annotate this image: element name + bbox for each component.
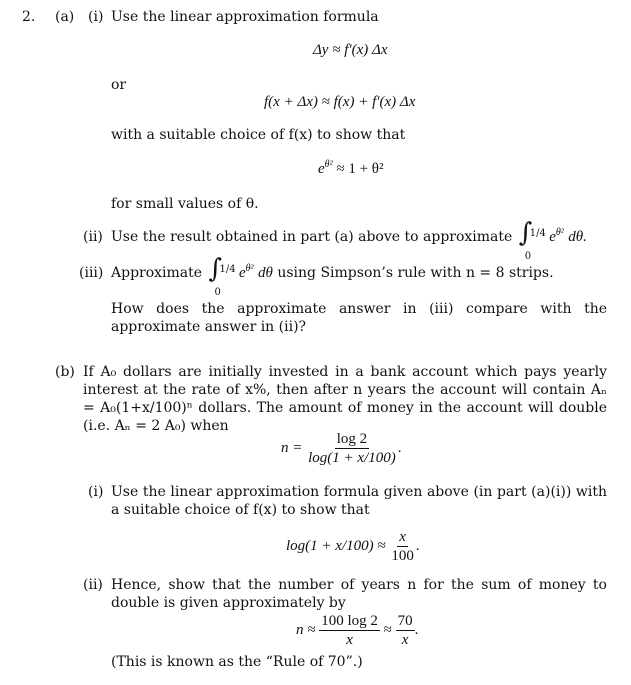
integral-sign: ∫ 1/4 0 — [517, 222, 545, 252]
rule-note: (This is known as the “Rule of 70”.) — [111, 654, 363, 670]
part-b-intro: If A₀ dollars are initially invested in a bank account which pays yearly interest at the rate of x%, then after n years the account will contain Aₙ = A₀(1+x/100)ⁿ dollars. The amount of money in the account will double (i.e. Aₙ = 2 A₀) when — [83, 364, 607, 434]
rule-mid: ≈ — [383, 621, 392, 638]
rule-denominator-2: x — [401, 632, 409, 648]
integral-upper-limit: 1/4 — [219, 264, 236, 275]
result-exponent: θ² — [324, 159, 333, 170]
rule-period: . — [414, 621, 419, 638]
integral-sign: ∫ 1/4 0 — [207, 258, 235, 288]
result-rhs: ≈ 1 + θ² — [336, 161, 384, 177]
part-a-label: (a) — [55, 9, 75, 25]
part-b-i-text: Use the linear approximation formula given above (in part (a)(i)) with a suitable choice of f(x) to show that — [111, 484, 607, 518]
rule-denominator-1: x — [346, 632, 353, 648]
part-b-ii-text: Hence, show that the number of years n for the sum of money to double is given approximately by — [111, 577, 607, 611]
part-a-i-label: (i) — [88, 9, 104, 25]
iii-pre-text: Approximate — [111, 265, 203, 281]
question-number: 2. — [22, 9, 36, 25]
compare-question: How does the approximate answer in (iii) compare with the approximate answer in (ii)? — [111, 301, 607, 335]
doubling-fraction — [306, 430, 398, 467]
log-approx-equation — [286, 528, 420, 565]
small-values-text: for small values of θ. — [111, 196, 259, 212]
log-fraction — [389, 528, 416, 565]
doubling-numerator: log 2 — [336, 431, 368, 447]
result-base: e — [318, 161, 325, 177]
result-exp-approx — [318, 160, 383, 178]
dtheta: dθ. — [568, 229, 587, 245]
part-b-i-label: (i) — [88, 484, 104, 500]
part-a-ii-text — [111, 218, 587, 262]
formula-delta-y: Δy ≈ f′(x) Δx — [313, 42, 388, 58]
doubling-equation — [281, 430, 401, 467]
doubling-denominator: log(1 + x/100) — [308, 450, 396, 466]
integral-lower-limit: 0 — [524, 251, 532, 262]
part-a-iii-text — [111, 254, 554, 298]
iii-post-text: using Simpson’s rule with n = 8 strips. — [277, 265, 554, 281]
show-text: with a suitable choice of f(x) to show that — [111, 127, 406, 143]
ii-text: Use the result obtained in part (a) above to approximate — [111, 229, 513, 245]
rule-fraction-1 — [319, 612, 380, 649]
integrand: $e^{\theta^2}$ — [549, 227, 564, 245]
integral-lower-limit: 0 — [214, 287, 221, 298]
or-text: or — [111, 77, 127, 93]
n-eq-period: . — [397, 439, 402, 456]
dtheta: dθ — [258, 265, 273, 281]
rule-of-70-equation — [296, 612, 418, 649]
log-numerator: x — [399, 529, 406, 545]
n-eq-lhs: n = — [281, 439, 303, 456]
rule-numerator-1: 100 log 2 — [321, 613, 378, 629]
log-period: . — [415, 537, 420, 554]
part-a-i-intro: Use the linear approximation formula — [111, 9, 379, 25]
part-b-ii-label: (ii) — [83, 577, 103, 593]
part-a-iii-label: (iii) — [79, 265, 104, 281]
rule-fraction-2 — [396, 612, 415, 649]
log-denominator: 100 — [391, 548, 414, 564]
log-lhs: log(1 + x/100) ≈ — [286, 537, 386, 554]
rule-numerator-2: 70 — [397, 613, 413, 629]
part-b-label: (b) — [55, 364, 75, 380]
part-a-ii-label: (ii) — [83, 229, 103, 245]
integral-upper-limit: 1/4 — [529, 228, 546, 239]
rule-lhs: n ≈ — [296, 621, 316, 638]
integrand: $e^{\theta^2}$ — [238, 263, 254, 281]
formula-f-x-plus-dx: f(x + Δx) ≈ f(x) + f′(x) Δx — [264, 94, 416, 110]
